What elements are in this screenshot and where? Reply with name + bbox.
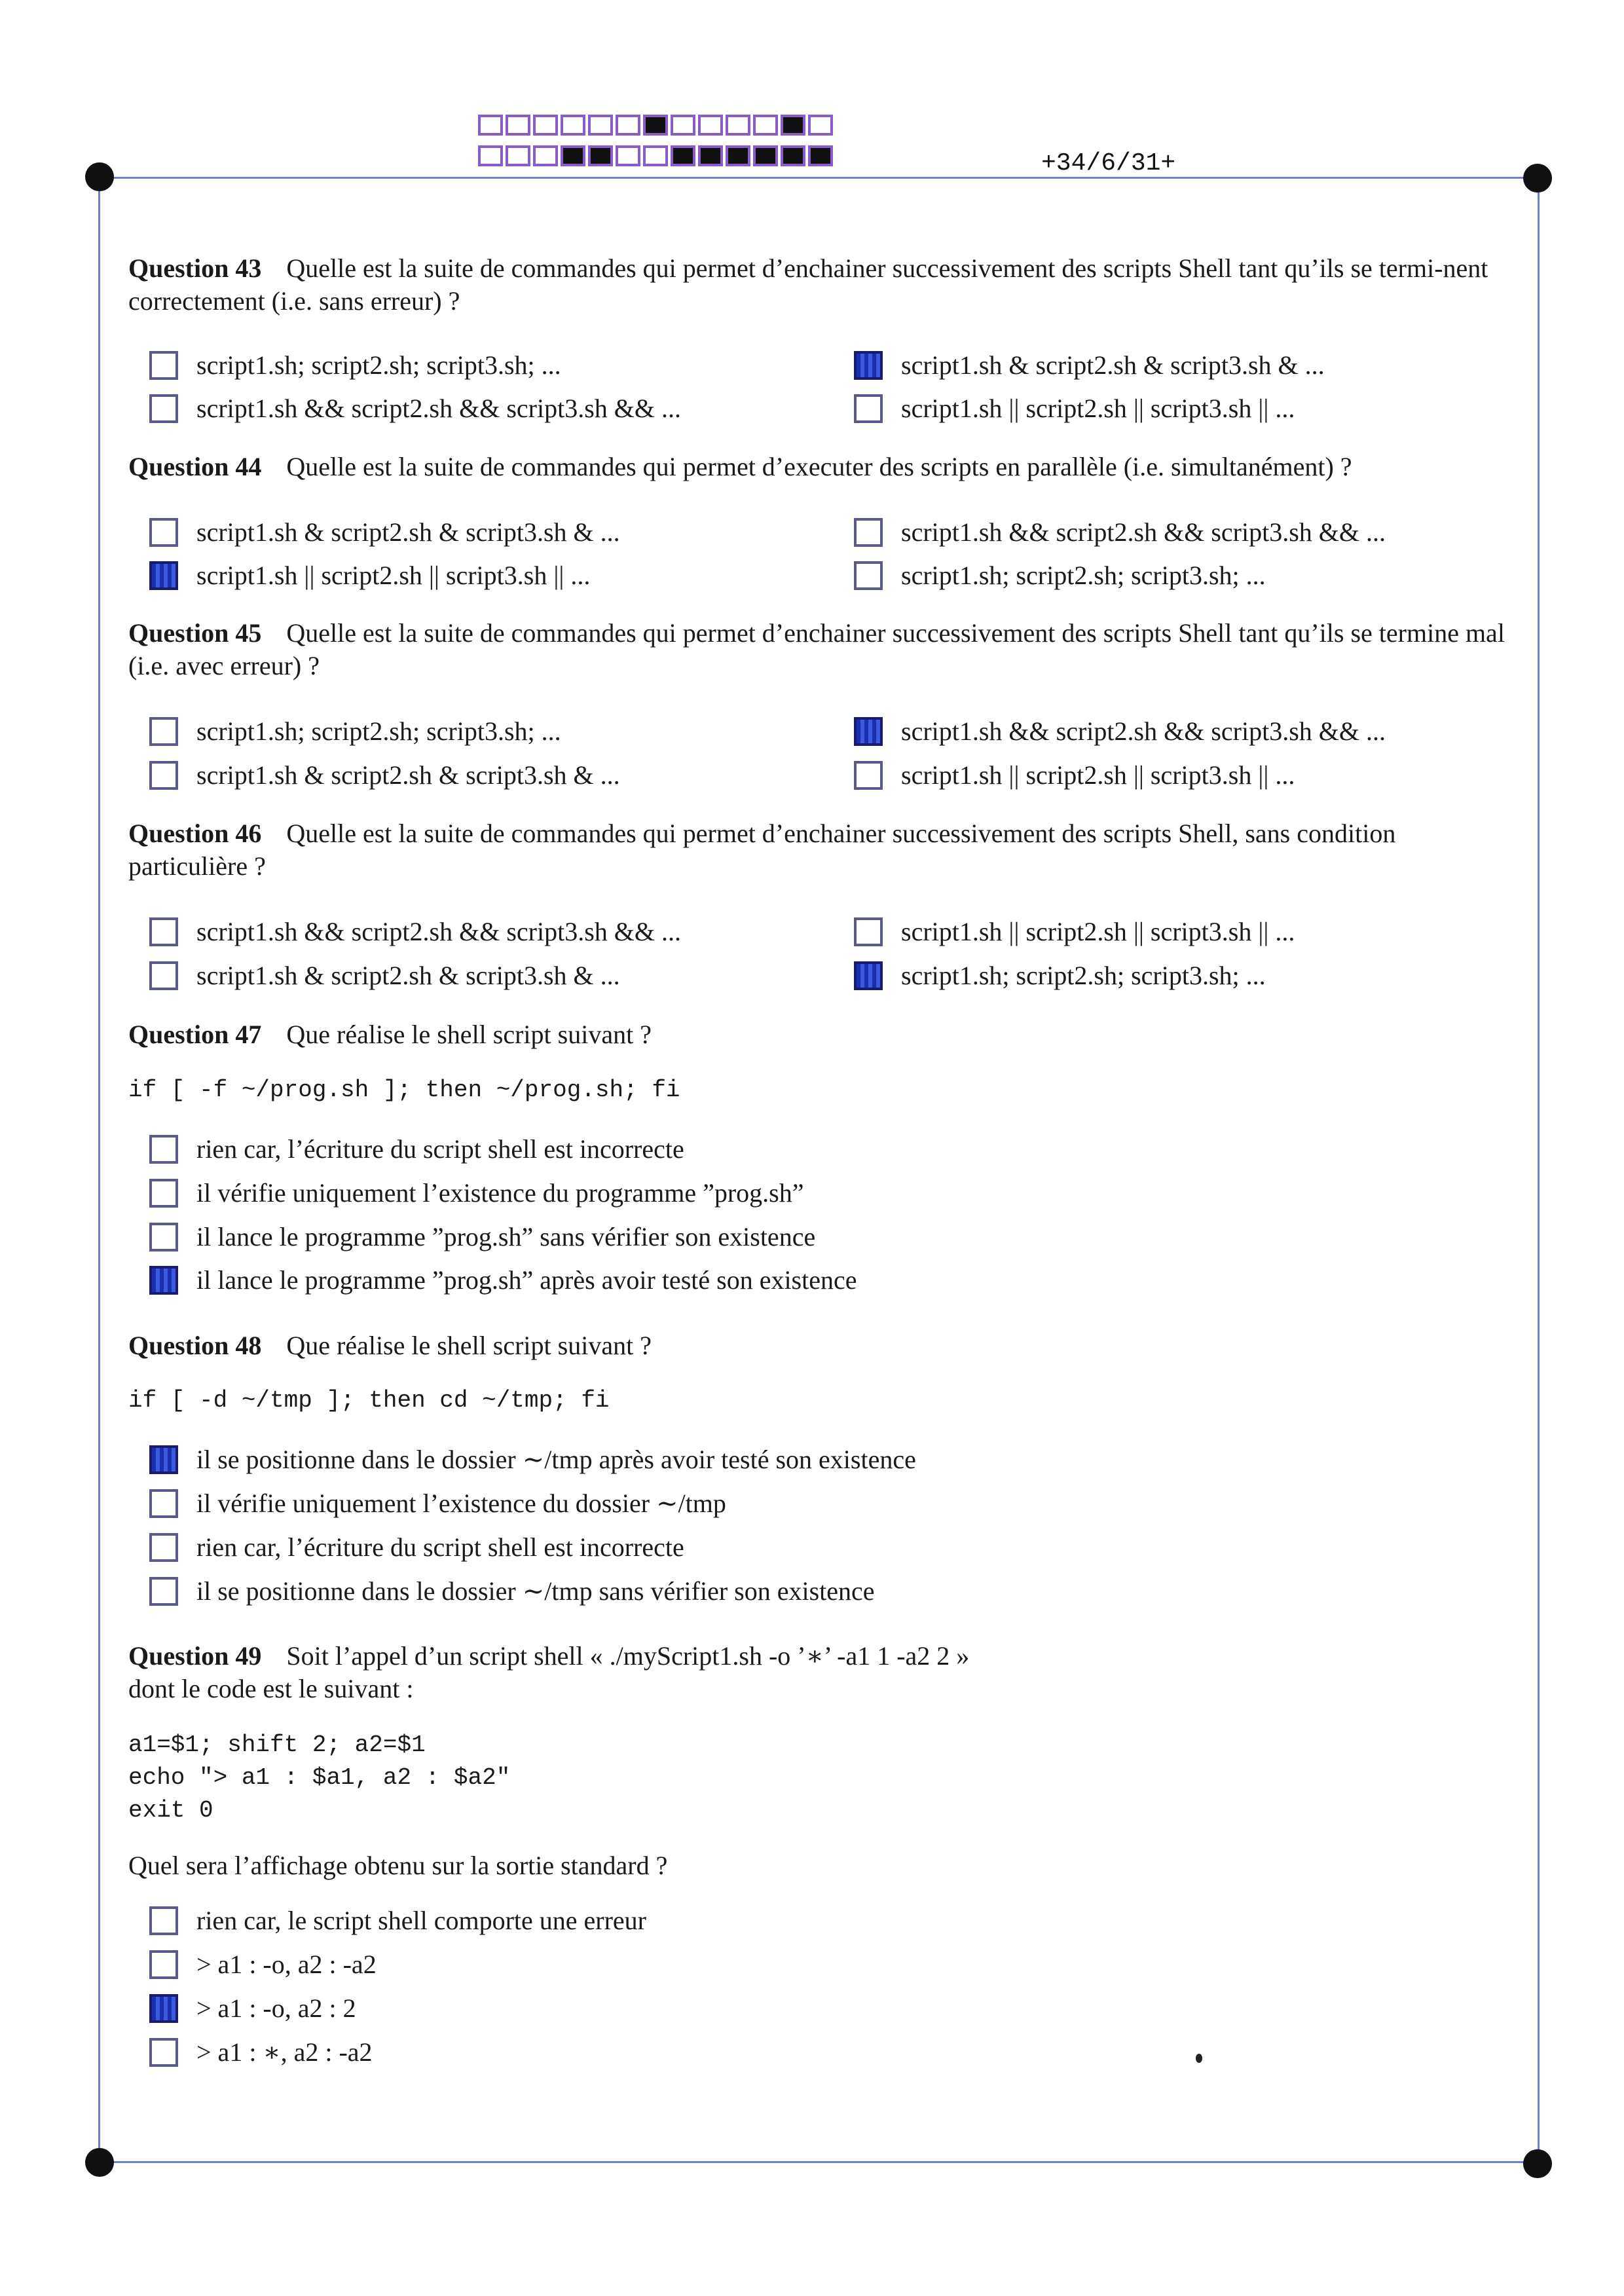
checkbox[interactable]	[149, 2038, 178, 2067]
question-text: Quelle est la suite de commandes qui permet d’enchainer successivement des scripts Shell tant qu’ils se termi-nent correctement (i.e. sans erreur) ?	[128, 253, 1488, 316]
question-prompt: Quel sera l’affichage obtenu sur la sortie standard ?	[128, 1851, 668, 1880]
code-line-2: echo "> a1 : $a1, a2 : $a2"	[128, 1764, 511, 1791]
option-label: script1.sh; script2.sh; script3.sh; ...	[196, 350, 561, 380]
question-44	[128, 451, 1517, 483]
checkbox[interactable]	[149, 1950, 178, 1979]
answer-option[interactable]	[149, 349, 561, 382]
checkbox[interactable]	[149, 1994, 178, 2023]
answer-option[interactable]	[854, 916, 1295, 948]
option-label: il lance le programme ”prog.sh” sans vérifier son existence	[196, 1222, 816, 1251]
question-title: Question 44	[128, 452, 262, 481]
checkbox[interactable]	[149, 761, 178, 790]
option-label: script1.sh || script2.sh || script3.sh || ...	[901, 917, 1295, 946]
option-label: script1.sh && script2.sh && script3.sh && ...	[901, 716, 1386, 746]
checkbox[interactable]	[149, 917, 178, 946]
answer-option[interactable]	[149, 392, 681, 425]
code-grid-row-2	[478, 145, 833, 166]
option-label: il vérifie uniquement l’existence du programme ”prog.sh”	[196, 1178, 804, 1208]
question-48	[128, 1329, 1517, 1362]
checkbox[interactable]	[149, 1906, 178, 1935]
option-label: rien car, l’écriture du script shell est incorrecte	[196, 1532, 684, 1562]
code-grid-cell	[478, 115, 503, 136]
checkbox[interactable]	[854, 961, 883, 990]
answer-option[interactable]	[149, 959, 620, 992]
code-grid-cell	[808, 145, 833, 166]
corner-dot-bottom-left	[85, 2148, 114, 2177]
code-grid-cell	[781, 145, 805, 166]
checkbox[interactable]	[854, 917, 883, 946]
option-label: script1.sh & script2.sh & script3.sh & ...	[196, 760, 620, 790]
answer-option[interactable]	[149, 1221, 815, 1253]
question-text: Quelle est la suite de commandes qui permet d’enchainer successivement des scripts Shell, sans condition particulière ?	[128, 819, 1396, 881]
code-grid-cell	[506, 115, 530, 136]
checkbox[interactable]	[149, 961, 178, 990]
option-label: script1.sh & script2.sh & script3.sh & ...	[196, 961, 620, 990]
answer-option[interactable]	[149, 1487, 726, 1520]
code-grid-cell	[561, 115, 585, 136]
option-label: il se positionne dans le dossier ∼/tmp après avoir testé son existence	[196, 1445, 916, 1474]
option-label: script1.sh && script2.sh && script3.sh && ...	[196, 917, 681, 946]
question-title: Question 45	[128, 618, 262, 648]
checkbox[interactable]	[149, 1489, 178, 1518]
checkbox[interactable]	[149, 1533, 178, 1562]
option-label: il lance le programme ”prog.sh” après avoir testé son existence	[196, 1265, 857, 1295]
question-49	[128, 1640, 1517, 1705]
option-label: > a1 : -o, a2 : 2	[196, 1993, 356, 2023]
code-grid-cell	[533, 115, 558, 136]
answer-option[interactable]	[854, 392, 1295, 425]
code-grid-cell	[671, 145, 695, 166]
answer-option[interactable]	[854, 759, 1295, 792]
code-grid-cell	[588, 145, 613, 166]
checkbox[interactable]	[854, 561, 883, 590]
code-grid-cell	[808, 115, 833, 136]
code-grid-cell	[588, 115, 613, 136]
question-text: Que réalise le shell script suivant ?	[286, 1020, 652, 1049]
code-grid-cell	[698, 145, 723, 166]
question-text: Quelle est la suite de commandes qui permet d’enchainer successivement des scripts Shell tant qu’ils se termine mal (i.e. avec erreur) ?	[128, 618, 1505, 680]
code-grid-cell	[726, 145, 750, 166]
corner-dot-bottom-right	[1523, 2149, 1552, 2178]
question-46	[128, 817, 1517, 883]
answer-option[interactable]	[149, 1575, 875, 1608]
checkbox[interactable]	[149, 351, 178, 380]
code-grid-cell	[616, 145, 640, 166]
checkbox[interactable]	[854, 717, 883, 746]
code-snippet: if [ -f ~/prog.sh ]; then ~/prog.sh; fi	[128, 1077, 680, 1103]
page-id: +34/6/31+	[1041, 149, 1176, 177]
code-grid-cell	[753, 145, 778, 166]
answer-option[interactable]	[149, 1948, 377, 1981]
code-grid-cell	[561, 145, 585, 166]
frame-right-line	[1538, 177, 1540, 2162]
answer-option[interactable]	[149, 759, 620, 792]
checkbox[interactable]	[149, 1445, 178, 1474]
code-grid-cell	[671, 115, 695, 136]
checkbox[interactable]	[854, 761, 883, 790]
question-45	[128, 617, 1517, 682]
answer-option[interactable]	[854, 516, 1386, 549]
checkbox[interactable]	[854, 518, 883, 547]
option-label: script1.sh; script2.sh; script3.sh; ...	[196, 716, 561, 746]
option-label: script1.sh || script2.sh || script3.sh || ...	[901, 394, 1295, 423]
checkbox[interactable]	[149, 1266, 178, 1295]
question-text: Que réalise le shell script suivant ?	[286, 1331, 652, 1360]
answer-option[interactable]	[149, 1133, 684, 1166]
question-title: Question 48	[128, 1331, 262, 1360]
answer-option[interactable]	[854, 715, 1386, 748]
answer-option[interactable]	[149, 559, 590, 592]
question-text: Soit l’appel d’un script shell « ./myScript1.sh -o ’∗’ -a1 1 -a2 2 »	[286, 1641, 970, 1671]
option-label: il se positionne dans le dossier ∼/tmp sans vérifier son existence	[196, 1576, 875, 1606]
option-label: script1.sh && script2.sh && script3.sh && ...	[901, 517, 1386, 547]
answer-option[interactable]	[149, 1177, 803, 1210]
checkbox[interactable]	[854, 351, 883, 380]
code-grid-cell	[753, 115, 778, 136]
code-grid-cell	[781, 115, 805, 136]
answer-option[interactable]	[854, 559, 1266, 592]
option-label: script1.sh & script2.sh & script3.sh & ...	[196, 517, 620, 547]
code-line-3: exit 0	[128, 1797, 213, 1824]
answer-option[interactable]	[149, 1264, 857, 1297]
code-grid-cell	[643, 115, 668, 136]
code-line-1: a1=$1; shift 2; a2=$1	[128, 1731, 426, 1758]
question-title: Question 43	[128, 253, 262, 283]
frame-left-line	[98, 177, 100, 2162]
option-label: rien car, l’écriture du script shell est incorrecte	[196, 1134, 684, 1164]
checkbox[interactable]	[149, 394, 178, 423]
checkbox[interactable]	[149, 1223, 178, 1251]
code-grid-cell	[533, 145, 558, 166]
question-text-continued: dont le code est le suivant :	[128, 1674, 414, 1703]
question-title: Question 46	[128, 819, 262, 848]
answer-option[interactable]	[149, 1992, 356, 2025]
checkbox[interactable]	[149, 717, 178, 746]
answer-option[interactable]	[854, 959, 1266, 992]
answer-option[interactable]	[149, 516, 620, 549]
code-grid-cell	[643, 145, 668, 166]
answer-option[interactable]	[149, 1531, 684, 1564]
frame-bottom-line	[98, 2161, 1539, 2163]
answer-option[interactable]	[149, 715, 561, 748]
answer-option[interactable]	[149, 1904, 646, 1937]
question-text: Quelle est la suite de commandes qui permet d’executer des scripts en parallèle (i.e. simultanément) ?	[286, 452, 1352, 481]
checkbox[interactable]	[149, 1179, 178, 1208]
code-grid-cell	[726, 115, 750, 136]
corner-dot-top-left	[85, 162, 114, 191]
question-title: Question 47	[128, 1020, 262, 1049]
option-label: script1.sh & script2.sh & script3.sh & ...	[901, 350, 1325, 380]
answer-option[interactable]	[149, 1443, 916, 1476]
ink-mark	[1196, 2054, 1202, 2063]
question-title: Question 49	[128, 1641, 262, 1671]
code-grid-cell	[698, 115, 723, 136]
option-label: script1.sh && script2.sh && script3.sh && ...	[196, 394, 681, 423]
question-47	[128, 1018, 1517, 1051]
checkbox[interactable]	[854, 394, 883, 423]
answer-option[interactable]	[149, 2036, 373, 2069]
checkbox[interactable]	[149, 1135, 178, 1164]
option-label: > a1 : -o, a2 : -a2	[196, 1950, 377, 1979]
question-43	[128, 252, 1517, 318]
option-label: rien car, le script shell comporte une erreur	[196, 1906, 646, 1935]
code-grid-cell	[616, 115, 640, 136]
answer-option[interactable]	[854, 349, 1325, 382]
option-label: script1.sh; script2.sh; script3.sh; ...	[901, 561, 1266, 590]
answer-option[interactable]	[149, 916, 681, 948]
corner-dot-top-right	[1523, 164, 1552, 193]
option-label: script1.sh || script2.sh || script3.sh || ...	[901, 760, 1295, 790]
code-grid-cell	[506, 145, 530, 166]
checkbox[interactable]	[149, 561, 178, 590]
option-label: script1.sh; script2.sh; script3.sh; ...	[901, 961, 1266, 990]
code-snippet: if [ -d ~/tmp ]; then cd ~/tmp; fi	[128, 1387, 610, 1414]
frame-top-line	[98, 177, 1539, 179]
code-grid-row-1	[478, 115, 833, 136]
option-label: il vérifie uniquement l’existence du dossier ∼/tmp	[196, 1489, 726, 1518]
code-grid-cell	[478, 145, 503, 166]
checkbox[interactable]	[149, 1577, 178, 1606]
checkbox[interactable]	[149, 518, 178, 547]
option-label: > a1 : ∗, a2 : -a2	[196, 2037, 373, 2067]
option-label: script1.sh || script2.sh || script3.sh || ...	[196, 561, 591, 590]
